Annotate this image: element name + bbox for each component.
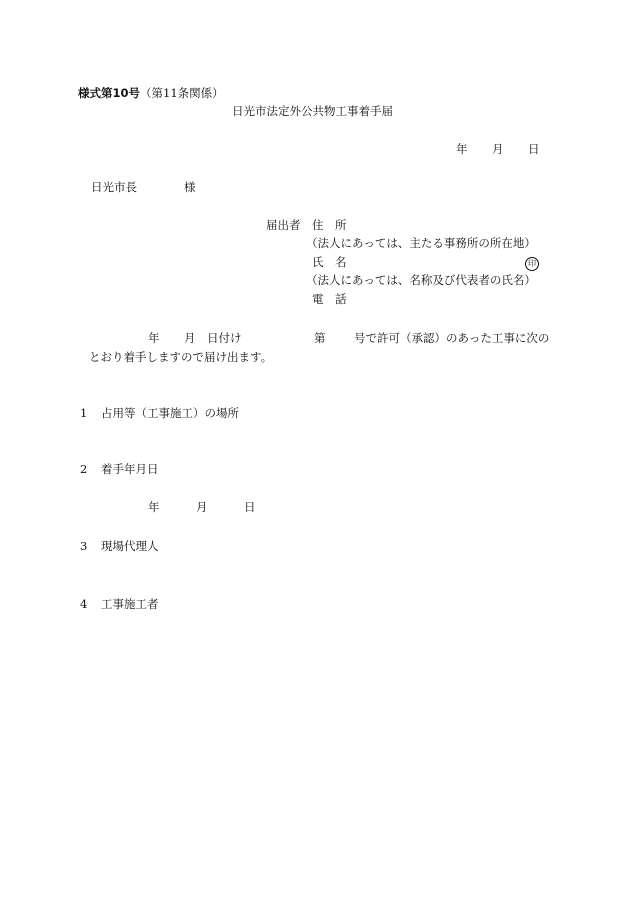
start-year: 年 xyxy=(148,500,160,514)
address-note: （法人にあっては、主たる事務所の所在地） xyxy=(306,236,536,250)
form-number: 様式第10号 xyxy=(78,86,141,100)
item-number: 1 xyxy=(80,406,88,420)
item-number: 4 xyxy=(80,597,88,611)
item-label-site-agent: 現場代理人 xyxy=(101,539,159,553)
start-day: 日 xyxy=(244,500,256,514)
item-number: 2 xyxy=(80,462,88,476)
form-header xyxy=(78,86,224,100)
document-title: 日光市法定外公共物工事着手届 xyxy=(232,104,393,118)
form-reference: （第11条関係） xyxy=(140,86,224,100)
date-day: 日 xyxy=(528,142,540,156)
item-number: 3 xyxy=(80,539,88,553)
body-number-prefix: 第 xyxy=(314,331,326,345)
start-month: 月 xyxy=(196,500,208,514)
seal-icon: 印 xyxy=(525,257,539,271)
date-year: 年 xyxy=(456,142,468,156)
item-label-contractor: 工事施工者 xyxy=(101,597,159,611)
seal-mark xyxy=(525,255,539,271)
body-year: 年 xyxy=(148,331,160,345)
body-line2: とおり着手しますので届け出ます。 xyxy=(89,350,273,364)
addressee-name: 日光市長 xyxy=(91,180,137,194)
item-label-location: 占用等（工事施工）の場所 xyxy=(101,406,239,420)
name-label: 氏 名 xyxy=(312,255,347,269)
name-note: （法人にあっては、名称及び代表者の氏名） xyxy=(306,273,536,287)
applicant-label: 届出者 xyxy=(266,218,301,232)
body-day-dated: 日付け xyxy=(207,331,242,345)
addressee-honorific: 様 xyxy=(184,180,196,194)
body-month: 月 xyxy=(184,331,196,345)
date-month: 月 xyxy=(492,142,504,156)
address-label: 住 所 xyxy=(312,218,347,232)
phone-label: 電 話 xyxy=(312,292,347,306)
item-label-start-date: 着手年月日 xyxy=(101,462,159,476)
body-line1-rest: 号で許可（承認）のあった工事に次の xyxy=(354,331,550,345)
